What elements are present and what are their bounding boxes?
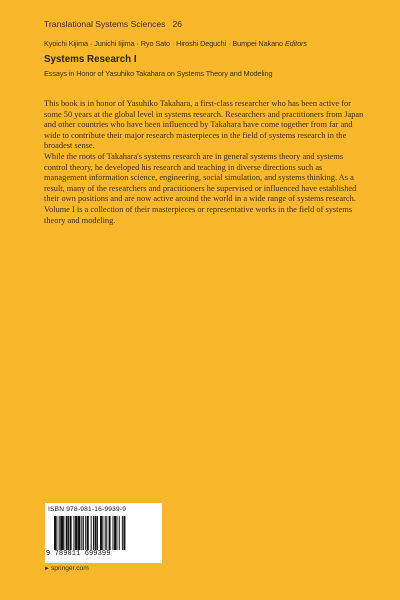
blurb-paragraph: This book is in honor of Yasuhiko Takahara, a first-class researcher who has been active for some 50 years at the global level in systems research. Researchers and practitioners from Japan and other countries who have been influenced by Takahara have come together from far and wide to contribute their major research masterpieces in the field of systems research in the broadest sense. [44,99,364,151]
series-line [44,19,182,29]
editors-role: Editors [284,39,307,48]
back-cover-blurb [44,99,366,226]
book-subtitle: Essays in Honor of Yasuhiko Takahara on Systems Theory and Modeling [44,69,273,78]
publisher-link[interactable] [44,565,89,572]
isbn-barcode-box [45,503,162,563]
series-name: Translational Systems Sciences [44,19,166,29]
editors-line [44,39,307,48]
series-number: 26 [172,19,183,29]
editors-names: Kyoichi Kijima · Junichi Iijima · Ryo Sato · Hiroshi Deguchi · Bumpei Nakano [44,39,283,48]
blurb-paragraph: While the roots of Takahara's systems research are in general systems theory and systems control theory, he developed his research and teaching in diverse directions such as management information science, engineering, social simulation, and systems thinking. As a result, many of the researchers and practitioners he supervised or influenced have established their own positions and are now active around the world in a wide range of systems research. [44,151,357,204]
barcode-icon [54,516,154,550]
barcode-digits: 9 789811 699399 [46,550,111,558]
arrow-right-icon: ► [44,566,50,572]
blurb-paragraph: Volume I is a collection of their masterpieces or representative works in the field of systems theory and modeling. [44,204,353,225]
isbn-label: ISBN 978-981-16-9939-9 [48,506,127,513]
publisher-url: springer.com [50,565,89,572]
book-title: Systems Research I [44,54,137,65]
